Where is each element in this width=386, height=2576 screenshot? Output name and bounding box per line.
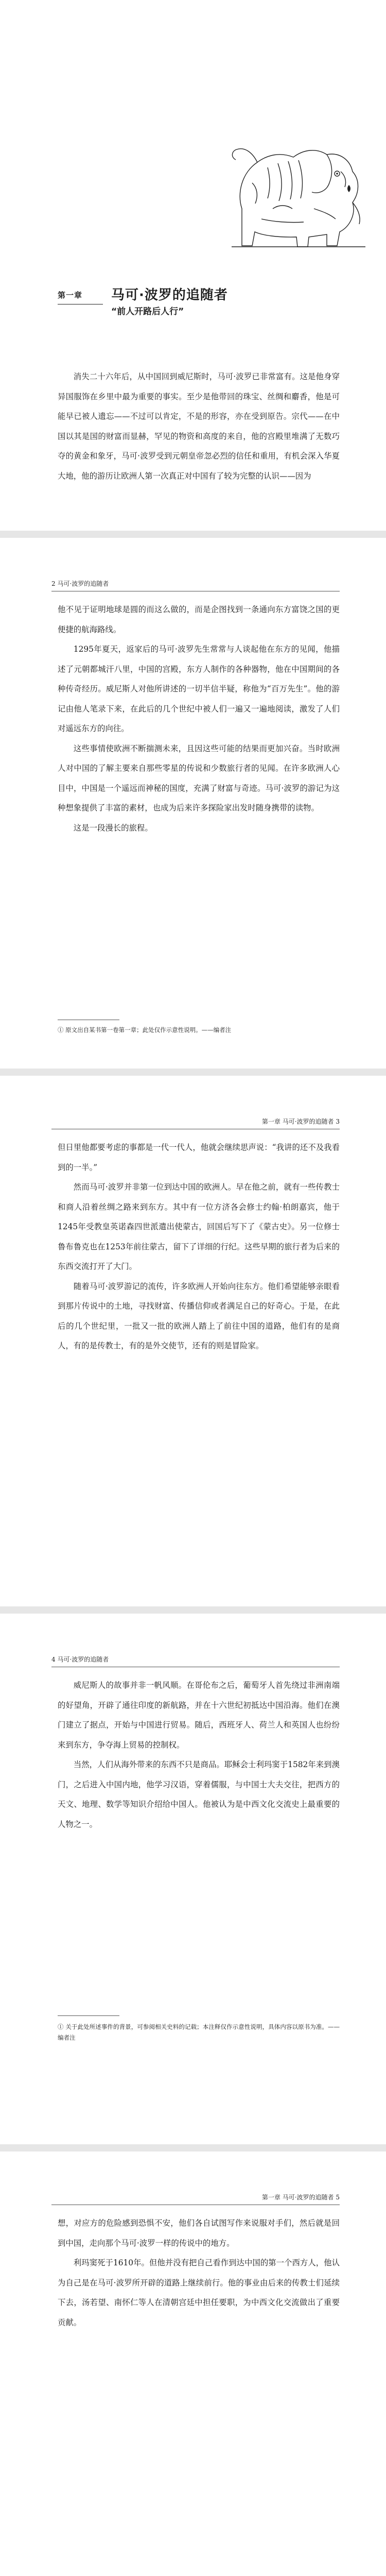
- page-4-body: [58, 1675, 340, 1834]
- paragraph: 想，对应方的危险感到恐惧不安，他们各自试图写作来说服对手们，然后就是回到中国，走向那个马可·波罗一样的传说中的地方。: [58, 2218, 340, 2248]
- page-gap: [0, 1069, 386, 1076]
- chapter-subtitle: “前人开路后人行”: [111, 307, 184, 317]
- lion-illustration: [221, 131, 376, 255]
- page-4: [0, 1614, 386, 2144]
- page-5: [0, 2151, 386, 2576]
- running-header: 第一章 马可·波罗的追随者 5: [261, 2194, 340, 2201]
- page-1-body: [58, 367, 340, 486]
- page-gap: [0, 1606, 386, 1614]
- paragraph: 他不见于证明地球是圆的而这么做的，而是企图找到一条通向东方富饶之国的更便捷的航海路线。: [58, 605, 340, 634]
- running-header: 4 马可·波罗的追随者: [51, 1656, 109, 1663]
- footnote: ① 关于此处所述事件的背景，可参阅相关史料的记载；本注释仅作示意性说明，具体内容以原书为准。——编者注: [58, 2023, 340, 2041]
- page-gap: [0, 2144, 386, 2151]
- paragraph: 随着马可·波罗游记的流传，许多欧洲人开始向往东方。他们希望能够亲眼看到那片传说中的土地，寻找财富、传播信仰或者满足自己的好奇心。于是，在此后的几个世纪里，一批又一批的欧洲人踏上了前往中国的道路，他们有的是商人，有的是传教士，有的是外交使节，还有的则是冒险家。: [58, 1281, 340, 1350]
- paragraph: 这些事情使欧洲不断揣测未来，且因这些可能的结果而更加兴奋。当时欧洲人对中国的了解主要来自那些零星的传说和少数旅行者的见闻。在许多欧洲人心目中，中国是一个遥远而神秘的国度，充满了财富与奇迹。马可·波罗的游记为这种想象提供了丰富的素材，也成为后来许多探险家出发时随身携带的读物。: [58, 743, 340, 812]
- page-1: [0, 0, 386, 531]
- page-3-body: [58, 1138, 340, 1356]
- paragraph: 消失二十六年后，从中国回到威尼斯时，马可·波罗已非常富有。这是他身穿异国服饰在乡里中最为重要的事实。至少是他带回的珠宝、丝绸和麝香，他是可能早已被人遗忘——不过可以肯定，不是的形容，亦在受到原告。宗代——在中国以其是国的财富而显赫，罕见的物资和高度的来自，他的宫殿里堆满了无数巧夺的黄金和象牙，马可·波罗受到元朝皇帝忽必烈的信任和重用，有机会深入华夏大地，他的游历让欧洲人第一次真正对中国有了较为完整的认识——因为: [58, 372, 340, 481]
- running-header: 2 马可·波罗的追随者: [51, 580, 109, 587]
- page-gap: [0, 531, 386, 538]
- running-header: 第一章 马可·波罗的追随者 3: [261, 1118, 340, 1125]
- paragraph: 这是一段漫长的旅程。: [73, 823, 153, 833]
- paragraph: 威尼斯人的故事并非一帆风顺。在哥伦布之后，葡萄牙人首先绕过非洲南端的好望角，开辟了通往印度的新航路，并在十六世纪初抵达中国沿海。他们在澳门建立了据点，开始与中国进行贸易。随后，西班牙人、荷兰人和英国人也纷纷来到东方，争夺海上贸易的控制权。: [58, 1681, 340, 1750]
- page-2: [0, 538, 386, 1069]
- paragraph: 当然，人们从海外带来的东西不只是商品。耶稣会士利玛窦于1582年来到澳门，之后进入中国内地，他学习汉语，穿着儒服，与中国士大夫交往，把西方的天文、地理、数学等知识介绍给中国人。他被认为是中西文化交流史上最重要的人物之一。: [58, 1760, 340, 1829]
- paragraph: 利玛窦死于1610年。但他并没有把自己看作到达中国的第一个西方人，他认为自己是在马可·波罗所开辟的道路上继续前行。他的事业由后来的传教士们延续下去，汤若望、南怀仁等人在清朝宫廷中担任要职，为中西文化交流做出了重要贡献。: [58, 2258, 340, 2327]
- page-2-body: [58, 600, 340, 838]
- paragraph: 但日里他都要考虑的事都是一代一代人，他就会继续思声说：“我讲的还不及我看到的一半。”: [58, 1143, 340, 1172]
- paragraph: 然而马可·波罗并非第一位到达中国的欧洲人。早在他之前，就有一些传教士和商人沿着丝绸之路来到东方。其中有一位方济各会修士约翰·柏朗嘉宾，他于1245年受教皇英诺森四世派遣出使蒙古，回国后写下了《蒙古史》。另一位修士鲁布鲁克也在1253年前往蒙古，留下了详细的行纪。这些早期的旅行者为后来的东西交流打开了大门。: [58, 1182, 340, 1271]
- page-3: [0, 1076, 386, 1606]
- paragraph: 1295年夏天，返家后的马可·波罗先生常常与人谈起他在东方的见闻，他描述了元朝都城汗八里，中国的宫殿，东方人制作的各种器物，他在中国期间的各种传奇经历。威尼斯人对他所讲述的一切半信半疑，称他为“百万先生”。他的游记由他人笔录下来，在此后的几个世纪中被人们一遍又一遍地阅读，激发了人们对遥远东方的向往。: [58, 645, 340, 733]
- page-5-body: [58, 2213, 340, 2332]
- footnote-rule: [58, 2015, 119, 2016]
- footnote: ① 原文出自某书第一卷第一章；此处仅作示意性说明。——编者注: [58, 1026, 232, 1033]
- chapter-title: 马可·波罗的追随者: [111, 287, 228, 303]
- chapter-number: 第一章: [58, 291, 83, 300]
